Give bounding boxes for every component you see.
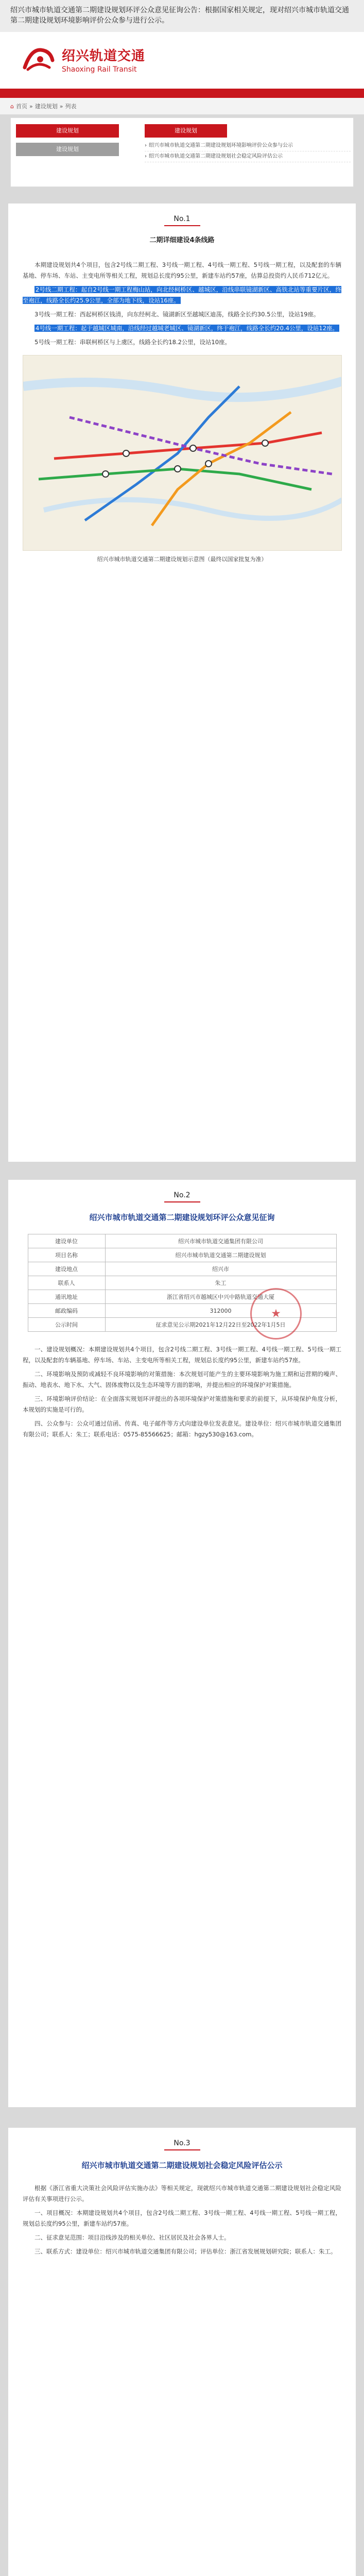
list-item[interactable]: › 绍兴市城市轨道交通第二期建设规划社会稳定风险评估公示	[145, 151, 351, 162]
section-1-heading: 二期详细建设4条线路	[149, 236, 215, 244]
breadcrumb-home[interactable]: 首页	[15, 103, 27, 110]
logo-icon	[21, 45, 57, 74]
top-notice-text: 绍兴市城市轨道交通第二期建设规划环评公众意见征询公告：根据国家相关规定，现对绍兴市城市轨道交通第二期建设规划环境影响评价公众参与进行公示。	[10, 6, 349, 25]
home-icon: ⌂	[10, 103, 14, 110]
section-3-label: No.3	[174, 2139, 190, 2147]
top-notice	[0, 0, 364, 32]
list-heading: 建设规划	[145, 124, 227, 138]
table-row: 通讯地址 浙江省绍兴市越城区中兴中路轨道交通大厦	[28, 1290, 336, 1304]
official-seal: ★	[250, 1288, 302, 1340]
breadcrumb: ⌂ 首页 » 建设规划 » 列表	[0, 98, 364, 114]
logo-subtitle: Shaoxing Rail Transit	[62, 65, 137, 74]
bullet-icon: ›	[145, 143, 147, 148]
table-row: 邮政编码 312000	[28, 1304, 336, 1318]
line-2-text: 2号线二期工程：起自2号线一期工程梅山站，向北经柯桥区、越城区，沿线串联镜湖新区、高铁北站等重要片区，终至袍江，线路全长约25.9公里，全部为地下线，设站16座。	[23, 286, 341, 304]
site-header	[0, 32, 364, 89]
paragraph: 四、公众参与：公众可通过信函、传真、电子邮件等方式向建设单位发表意见。建设单位：绍兴市城市轨道交通集团有限公司；联系人：朱工；联系电话：0575-85566625；邮箱：hgzy530@163.com。	[23, 1420, 341, 1438]
section-1-label: No.1	[174, 215, 190, 223]
paragraph: 一、建设规划概况：本期建设规划共4个项目，包含2号线二期工程、3号线一期工程、4号线一期工程、5号线一期工程，以及配套的车辆基地、停车场、车站、主变电所等相关工程，规划总长度约95公里，新建车站约57座。	[23, 1346, 341, 1364]
tab-planning[interactable]: 建设规划	[16, 143, 119, 156]
paragraph: 三、环境影响评价结论：在全面落实规划环评提出的各项环境保护对策措施和要求的前提下，从环境保护角度分析，本规划的实施是可行的。	[23, 1395, 341, 1413]
breadcrumb-current: 列表	[65, 103, 77, 110]
paragraph: 3号线一期工程：西起柯桥区钱清，向东经柯北、镜湖新区至越城区迪荡，线路全长约30.5公里，设站19座。	[34, 311, 320, 318]
map-caption: 绍兴市城市轨道交通第二期建设规划示意图（最终以国家批复为准）	[97, 556, 267, 563]
section-3	[8, 2128, 356, 2576]
breadcrumb-section[interactable]: 建设规划	[34, 103, 58, 110]
section-2	[8, 1180, 356, 2107]
table-row: 建设地点 绍兴市	[28, 1262, 336, 1276]
section-1	[8, 204, 356, 1162]
tab-planning-active[interactable]: 建设规划	[16, 124, 119, 138]
bullet-icon: ›	[145, 154, 147, 159]
paragraph: 二、环境影响及预防或减轻不良环境影响的对策措施：本次规划可能产生的主要环境影响为施工期和运营期的噪声、振动、地表水、地下水、大气、固体废物以及生态环境等方面的影响，并提出相应的环境保护对策措施。	[23, 1370, 341, 1388]
section-2-title: 绍兴市城市轨道交通第二期建设规划环评公众意见征询	[89, 1213, 275, 1222]
paragraph: 二、征求意见范围：项目沿线涉及的相关单位、社区居民及社会各界人士。	[34, 2234, 230, 2241]
route-map-graphic	[23, 355, 342, 551]
route-map[interactable]	[23, 355, 342, 551]
line-4-text: 4号线一期工程：起于越城区城南，沿线经过越城老城区、镜湖新区，终于袍江，线路全长约20.4公里，设站12座。	[36, 325, 339, 332]
table-row: 公示时间 征求意见公示期2021年12月22日至2022年1月5日	[28, 1318, 336, 1332]
paragraph: 一、项目概况：本期建设规划共4个项目，包含2号线二期工程、3号线一期工程、4号线一期工程、5号线一期工程，规划总长度约95公里，新建车站约57座。	[23, 2209, 341, 2227]
paragraph: 根据《浙江省重大决策社会风险评估实施办法》等相关规定，现就绍兴市城市轨道交通第二期建设规划社会稳定风险评估有关事项进行公示。	[23, 2184, 341, 2202]
section-3-title: 绍兴市城市轨道交通第二期建设规划社会稳定风险评估公示	[81, 2161, 283, 2170]
category-panel	[10, 117, 354, 187]
paragraph: 5号线一期工程：串联柯桥区与上虞区，线路全长约18.2公里，设站10座。	[34, 338, 231, 346]
logo-title: 绍兴轨道交通	[62, 48, 146, 64]
nav-bar	[0, 89, 364, 98]
paragraph: 本期建设规划共4个项目，包含2号线二期工程、3号线一期工程、4号线一期工程、5号线一期工程，以及配套的车辆基地、停车场、车站、主变电所等相关工程，规划总长度约95公里，新建车站约57座，估算总投资约人民币712亿元。	[23, 261, 341, 279]
table-row: 建设单位 绍兴市城市轨道交通集团有限公司	[28, 1234, 336, 1248]
section-2-label: No.2	[174, 1191, 190, 1199]
paragraph: 三、联系方式：建设单位：绍兴市城市轨道交通集团有限公司；评估单位：浙江省发展规划研究院；联系人：朱工。	[34, 2248, 337, 2255]
table-row: 联系人 朱工	[28, 1276, 336, 1290]
logo[interactable]	[21, 45, 145, 74]
table-row: 项目名称 绍兴市城市轨道交通第二期建设规划	[28, 1248, 336, 1262]
list-item[interactable]: › 绍兴市城市轨道交通第二期建设规划环境影响评价公众参与公示	[145, 141, 351, 151]
